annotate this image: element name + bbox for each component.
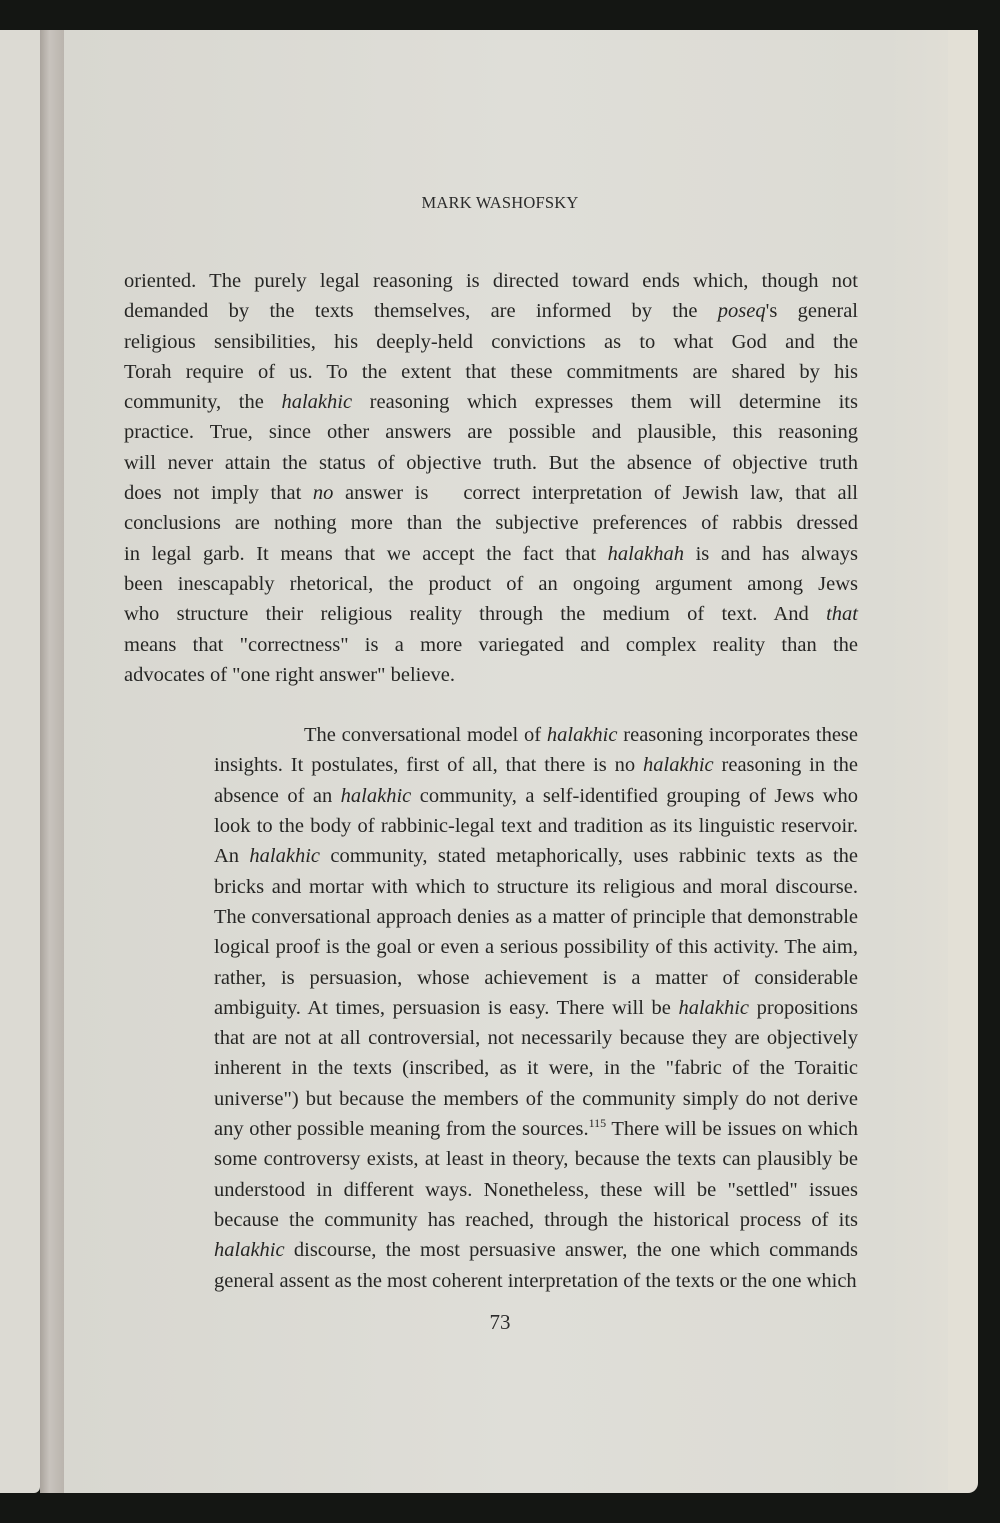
facing-page-edge <box>0 30 40 1493</box>
text-line: Torah require of us. To the extent that these commitments are shared by his <box>124 360 858 383</box>
paragraph-2 <box>124 720 858 1296</box>
paragraph-1 <box>124 266 858 690</box>
text-line: The conversational approach denies as a matter of principle that demonstrable <box>214 905 858 928</box>
italic-term: halakhah <box>607 542 684 565</box>
italic-term: halakhic <box>214 1239 285 1262</box>
text-line: insights. It postulates, first of all, that there is no halakhic reasoning in the <box>214 754 858 777</box>
text-line: conclusions are nothing more than the subjective preferences of rabbis dressed <box>124 512 858 535</box>
text-line: because the community has reached, through the historical process of its <box>214 1208 858 1231</box>
italic-term: halakhic <box>281 391 353 414</box>
text-line: who structure their religious reality through the medium of text. And that <box>124 603 858 626</box>
text-line: The conversational model of halakhic reasoning incorporates these <box>304 724 858 747</box>
running-head: MARK WASHOFSKY <box>421 193 579 212</box>
text-line: understood in different ways. Nonetheless, these will be "settled" issues <box>214 1178 858 1201</box>
text-line: does not imply that no answer is correct interpretation of Jewish law, that all <box>124 482 858 505</box>
text-line: logical proof is the goal or even a serious possibility of this activity. The aim, <box>214 936 858 959</box>
text-line: religious sensibilities, his deeply-held convictions as to what God and the <box>124 330 858 353</box>
text-line: community, the halakhic reasoning which expresses them will determine its <box>124 391 858 414</box>
book-gutter <box>40 30 64 1493</box>
text-line: general assent as the most coherent interpretation of the texts or the one which <box>214 1269 857 1292</box>
text-line: universe") but because the members of the community simply do not derive <box>214 1087 858 1110</box>
text-line: any other possible meaning from the sources.$^{115}$ There will be issues on which <box>214 1116 858 1141</box>
italic-term: poseq <box>717 300 766 323</box>
text-line: ambiguity. At times, persuasion is easy. There will be halakhic propositions <box>214 996 858 1019</box>
text-line: halakhic discourse, the most persuasive answer, the one which commands <box>214 1239 858 1262</box>
page-fore-edge <box>948 30 978 1490</box>
italic-term: halakhic <box>678 996 750 1019</box>
text-line: rather, is persuasion, whose achievement is a matter of considerable <box>214 966 858 989</box>
italic-term: halakhic <box>546 724 618 747</box>
text-line: bricks and mortar with which to structure its religious and moral discourse. <box>214 875 858 898</box>
text-line: oriented. The purely legal reasoning is directed toward ends which, though not <box>124 270 858 292</box>
text-line: that are not at all controversial, not necessarily because they are objectively <box>214 1027 858 1050</box>
footnote-ref: 115 <box>588 1116 607 1131</box>
text-line: practice. True, since other answers are possible and plausible, this reasoning <box>124 421 858 444</box>
text-line: An halakhic community, stated metaphorically, uses rabbinic texts as the <box>214 845 858 868</box>
italic-term: halakhic <box>643 754 714 777</box>
text-line: look to the body of rabbinic-legal text and tradition as its linguistic reservoir. <box>214 815 858 838</box>
text-line: will never attain the status of objective truth. But the absence of objective truth <box>124 451 858 474</box>
italic-term: halakhic <box>249 845 321 868</box>
italic-term: no <box>312 482 334 505</box>
text-line: advocates of "one right answer" believe. <box>124 663 455 686</box>
body-text <box>124 266 858 1296</box>
text-line: demanded by the texts themselves, are informed by the poseq's general <box>124 300 858 323</box>
text-line: been inescapably rhetorical, the product of an ongoing argument among Jews <box>124 572 858 595</box>
page-number: 73 <box>489 1310 511 1334</box>
text-line: absence of an halakhic community, a self-identified grouping of Jews who <box>214 784 858 807</box>
text-line: inherent in the texts (inscribed, as it were, in the "fabric of the Toraitic <box>214 1057 858 1080</box>
text-line: some controversy exists, at least in theory, because the texts can plausibly be <box>214 1148 858 1171</box>
italic-term: halakhic <box>340 784 412 807</box>
text-line: in legal garb. It means that we accept the fact that halakhah is and has always <box>124 542 858 565</box>
italic-term: that <box>826 603 858 626</box>
text-line: means that "correctness" is a more variegated and complex reality than the <box>124 633 858 656</box>
